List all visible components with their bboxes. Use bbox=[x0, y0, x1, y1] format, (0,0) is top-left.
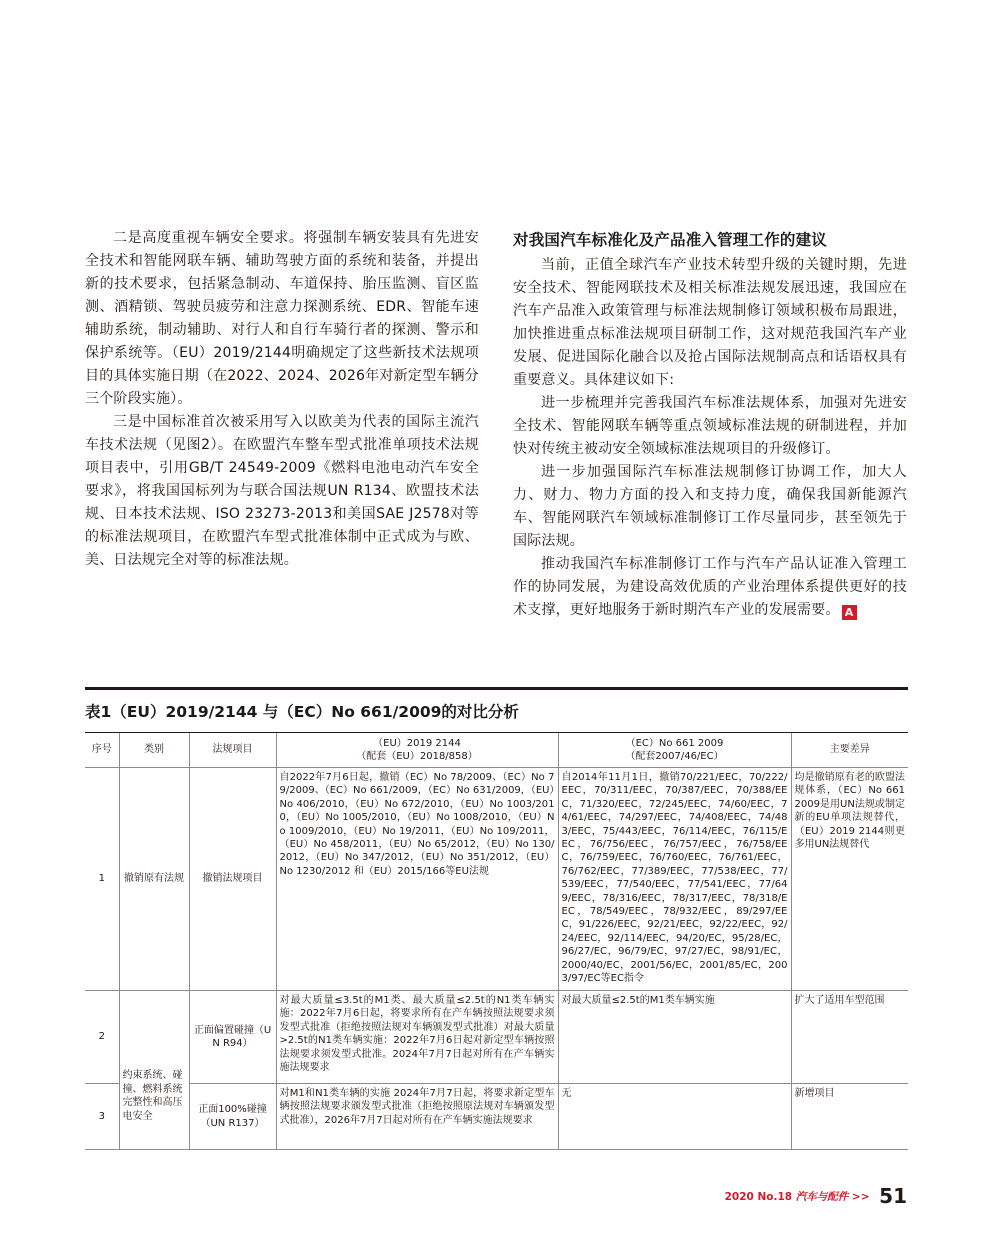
cell-eu: 对M1和N1类车辆的实施 2024年7月7日起，将要求新定型车辆按照法规要求颁发型式批准（拒绝按照原法规对车辆颁发型式批准），2026年7月7日起对所有在产车辆实施法规要求 bbox=[276, 1084, 558, 1150]
body-paragraph: 二是高度重视车辆安全要求。将强制车辆安装具有先进安全技术和智能网联车辆、辅助驾驶方面的系统和装备，并提出新的技术要求，包括紧急制动、车道保持、胎压监测、盲区监测、酒精锁、驾驶员疲劳和注意力探测系统、EDR、智能车速辅助系统，制动辅助、对行人和自行车骑行者的探测、警示和保护系统等。（EU）2019/2144明确规定了这些新技术法规项目的具体实施日期（在2022、2024、2026年对新定型车辆分三个阶段实施）。 bbox=[85, 230, 479, 407]
double-chevron-icon: >> bbox=[851, 1191, 870, 1203]
header-eu-line2: （配套（EU）2018/858） bbox=[356, 751, 478, 762]
body-paragraph bbox=[513, 553, 907, 622]
comparison-table bbox=[85, 733, 908, 1150]
table-title: 表1（EU）2019/2144 与（EC）No 661/2009的对比分析 bbox=[85, 690, 908, 733]
body-paragraph: 三是中国标准首次被采用写入以欧美为代表的国际主流汽车技术法规（见图2）。在欧盟汽车整车型式批准单项技术法规项目表中，引用GB/T 24549-2009《燃料电池电动汽车安全要求》，将我国国标列为与联合国法规UN R134、欧盟技术法规、日本技术法规、ISO 23273-2013和美国SAE J2578对等的标准法规项目，在欧盟汽车型式批准体制中正式成为与欧、美、日法规完全对等的标准法规。 bbox=[85, 414, 479, 568]
body-paragraph: 进一步加强国际汽车标准法规制修订协调工作，加大人力、财力、物力方面的投入和支持力度，确保我国新能源汽车、智能网联汽车领域标准制修订工作尽量同步，甚至领先于国际法规。 bbox=[513, 464, 907, 549]
cell-ec: 对最大质量≤2.5t的M1类车辆实施 bbox=[558, 991, 791, 1084]
header-ec-line1: （EC）No 661 2009 bbox=[625, 737, 724, 749]
table-row bbox=[85, 1084, 908, 1150]
body-paragraph-text: 推动我国汽车标准制修订工作与汽车产品认证准入管理工作的协同发展，为建设高效优质的产业治理体系提供更好的技术支撑，更好地服务于新时期汽车产业的发展需要。 bbox=[513, 556, 907, 618]
cell-item: 正面偏置碰撞（UN R94） bbox=[189, 991, 276, 1084]
body-paragraph: 进一步梳理并完善我国汽车标准法规体系，加强对先进安全技术、智能网联车辆等重点领域标准法规的研制进程，并加快对传统主被动安全领域标准法规项目的升级修订。 bbox=[513, 395, 907, 457]
cell-no: 1 bbox=[85, 768, 119, 991]
cell-no: 3 bbox=[85, 1084, 119, 1150]
page-footer bbox=[725, 1184, 907, 1208]
cell-item: 撤销法规项目 bbox=[189, 768, 276, 991]
header-ec bbox=[558, 733, 791, 768]
issue-label: 2020 No.18 bbox=[724, 1191, 793, 1203]
cell-diff: 均是撤销原有老的欧盟法规体系，（EC）No 661 2009是用UN法规或制定新的EU单项法规替代，（EU）2019 2144则更多用UN法规替代 bbox=[791, 768, 908, 991]
header-eu-line1: （EU）2019 2144 bbox=[373, 737, 461, 749]
cell-category: 撤销原有法规 bbox=[119, 768, 189, 991]
table-row bbox=[85, 768, 908, 991]
end-mark-icon: A bbox=[842, 605, 857, 620]
table-header-row bbox=[85, 733, 908, 768]
body-paragraph: 当前，正值全球汽车产业技术转型升级的关键时期，先进安全技术、智能网联技术及相关标准法规发展迅速，我国应在汽车产品准入政策管理与标准法规制修订领域积极布局跟进，加快推进重点标准法规项目研制工作，这对规范我国汽车产业发展、促进国际化融合以及抢占国际法规制高点和话语权具有重要意义。具体建议如下: bbox=[513, 257, 907, 388]
cell-item: 正面100%碰撞（UN R137） bbox=[189, 1084, 276, 1150]
section-heading: 对我国汽车标准化及产品准入管理工作的建议 bbox=[513, 231, 828, 249]
header-no: 序号 bbox=[85, 733, 119, 768]
cell-diff: 新增项目 bbox=[791, 1084, 908, 1150]
cell-eu: 自2022年7月6日起，撤销（EC）No 78/2009、（EC）No 79/2009、（EC）No 661/2009，（EC）No 631/2009，（EU）No 406/2010，（EU）No 672/2010，（EU）No 1003/2010，（EU）No 1005/2010，（EU）No 1008/2010，（EU）No 1009/2010，（EU）No 19/2011，（EU）No 109/2011，（EU）No 458/2011，（EU）No 65/2012，（EU）No 130/2012，（EU）No 347/2012，（EU）No 351/2012，（EU）No 1230/2012 和（EU）2015/166等EU法规 bbox=[276, 768, 558, 991]
comparison-table-section bbox=[85, 687, 908, 1150]
cell-no: 2 bbox=[85, 991, 119, 1084]
right-column bbox=[513, 227, 907, 622]
cell-ec: 自2014年11月1日，撤销70/221/EEC，70/222/EEC，70/311/EEC，70/387/EEC，70/388/EEC，71/320/EEC，72/245/EEC，74/60/EEC，74/61/EEC，74/297/EEC，74/408/EEC，74/483/EEC，75/443/EEC，76/114/EEC，76/115/EEC，76/756/EEC，76/757/EEC，76/758/EEC，76/759/EEC，76/760/EEC，76/761/EEC，76/762/EEC，77/389/EEC，77/538/EEC，77/539/EEC，77/540/EEC，77/541/EEC，77/649/EEC，78/316/EEC，78/317/EEC，78/318/EEC，78/549/EEC，78/932/EEC，89/297/EEC，91/226/EEC，92/21/EEC，92/22/EEC，92/24/EEC，92/114/EEC，94/20/EC，95/28/EC，96/27/EC，96/79/EC，97/27/EC，98/91/EC，2000/40/EC，2001/56/EC，2001/85/EC，2003/97/EC等EC指令 bbox=[558, 768, 791, 991]
header-diff: 主要差异 bbox=[791, 733, 908, 768]
left-column bbox=[85, 227, 479, 572]
cell-category: 约束系统、碰撞、燃料系统完整性和高压电安全 bbox=[119, 991, 189, 1150]
magazine-name: 汽车与配件 bbox=[795, 1191, 849, 1203]
header-category: 类别 bbox=[119, 733, 189, 768]
cell-diff: 扩大了适用车型范围 bbox=[791, 991, 908, 1084]
header-item: 法规项目 bbox=[189, 733, 276, 768]
cell-eu: 对最大质量≤3.5t的M1类、最大质量≤2.5t的N1类车辆实施：2022年7月6日起，将要求所有在产车辆按照法规要求须发型式批准（拒绝按照法规对车辆颁发型式批准）对最大质量>2.5t的N1类车辆实施：2022年7月6日起对新定型车辆按照法规要求须发型式批准。2024年7月7日起对所有在产车辆实施法规要求 bbox=[276, 991, 558, 1084]
page-number: 51 bbox=[879, 1184, 907, 1208]
header-ec-line2: （配套2007/46/EC） bbox=[625, 751, 724, 762]
header-eu bbox=[276, 733, 558, 768]
cell-ec: 无 bbox=[558, 1084, 791, 1150]
table-row bbox=[85, 991, 908, 1084]
